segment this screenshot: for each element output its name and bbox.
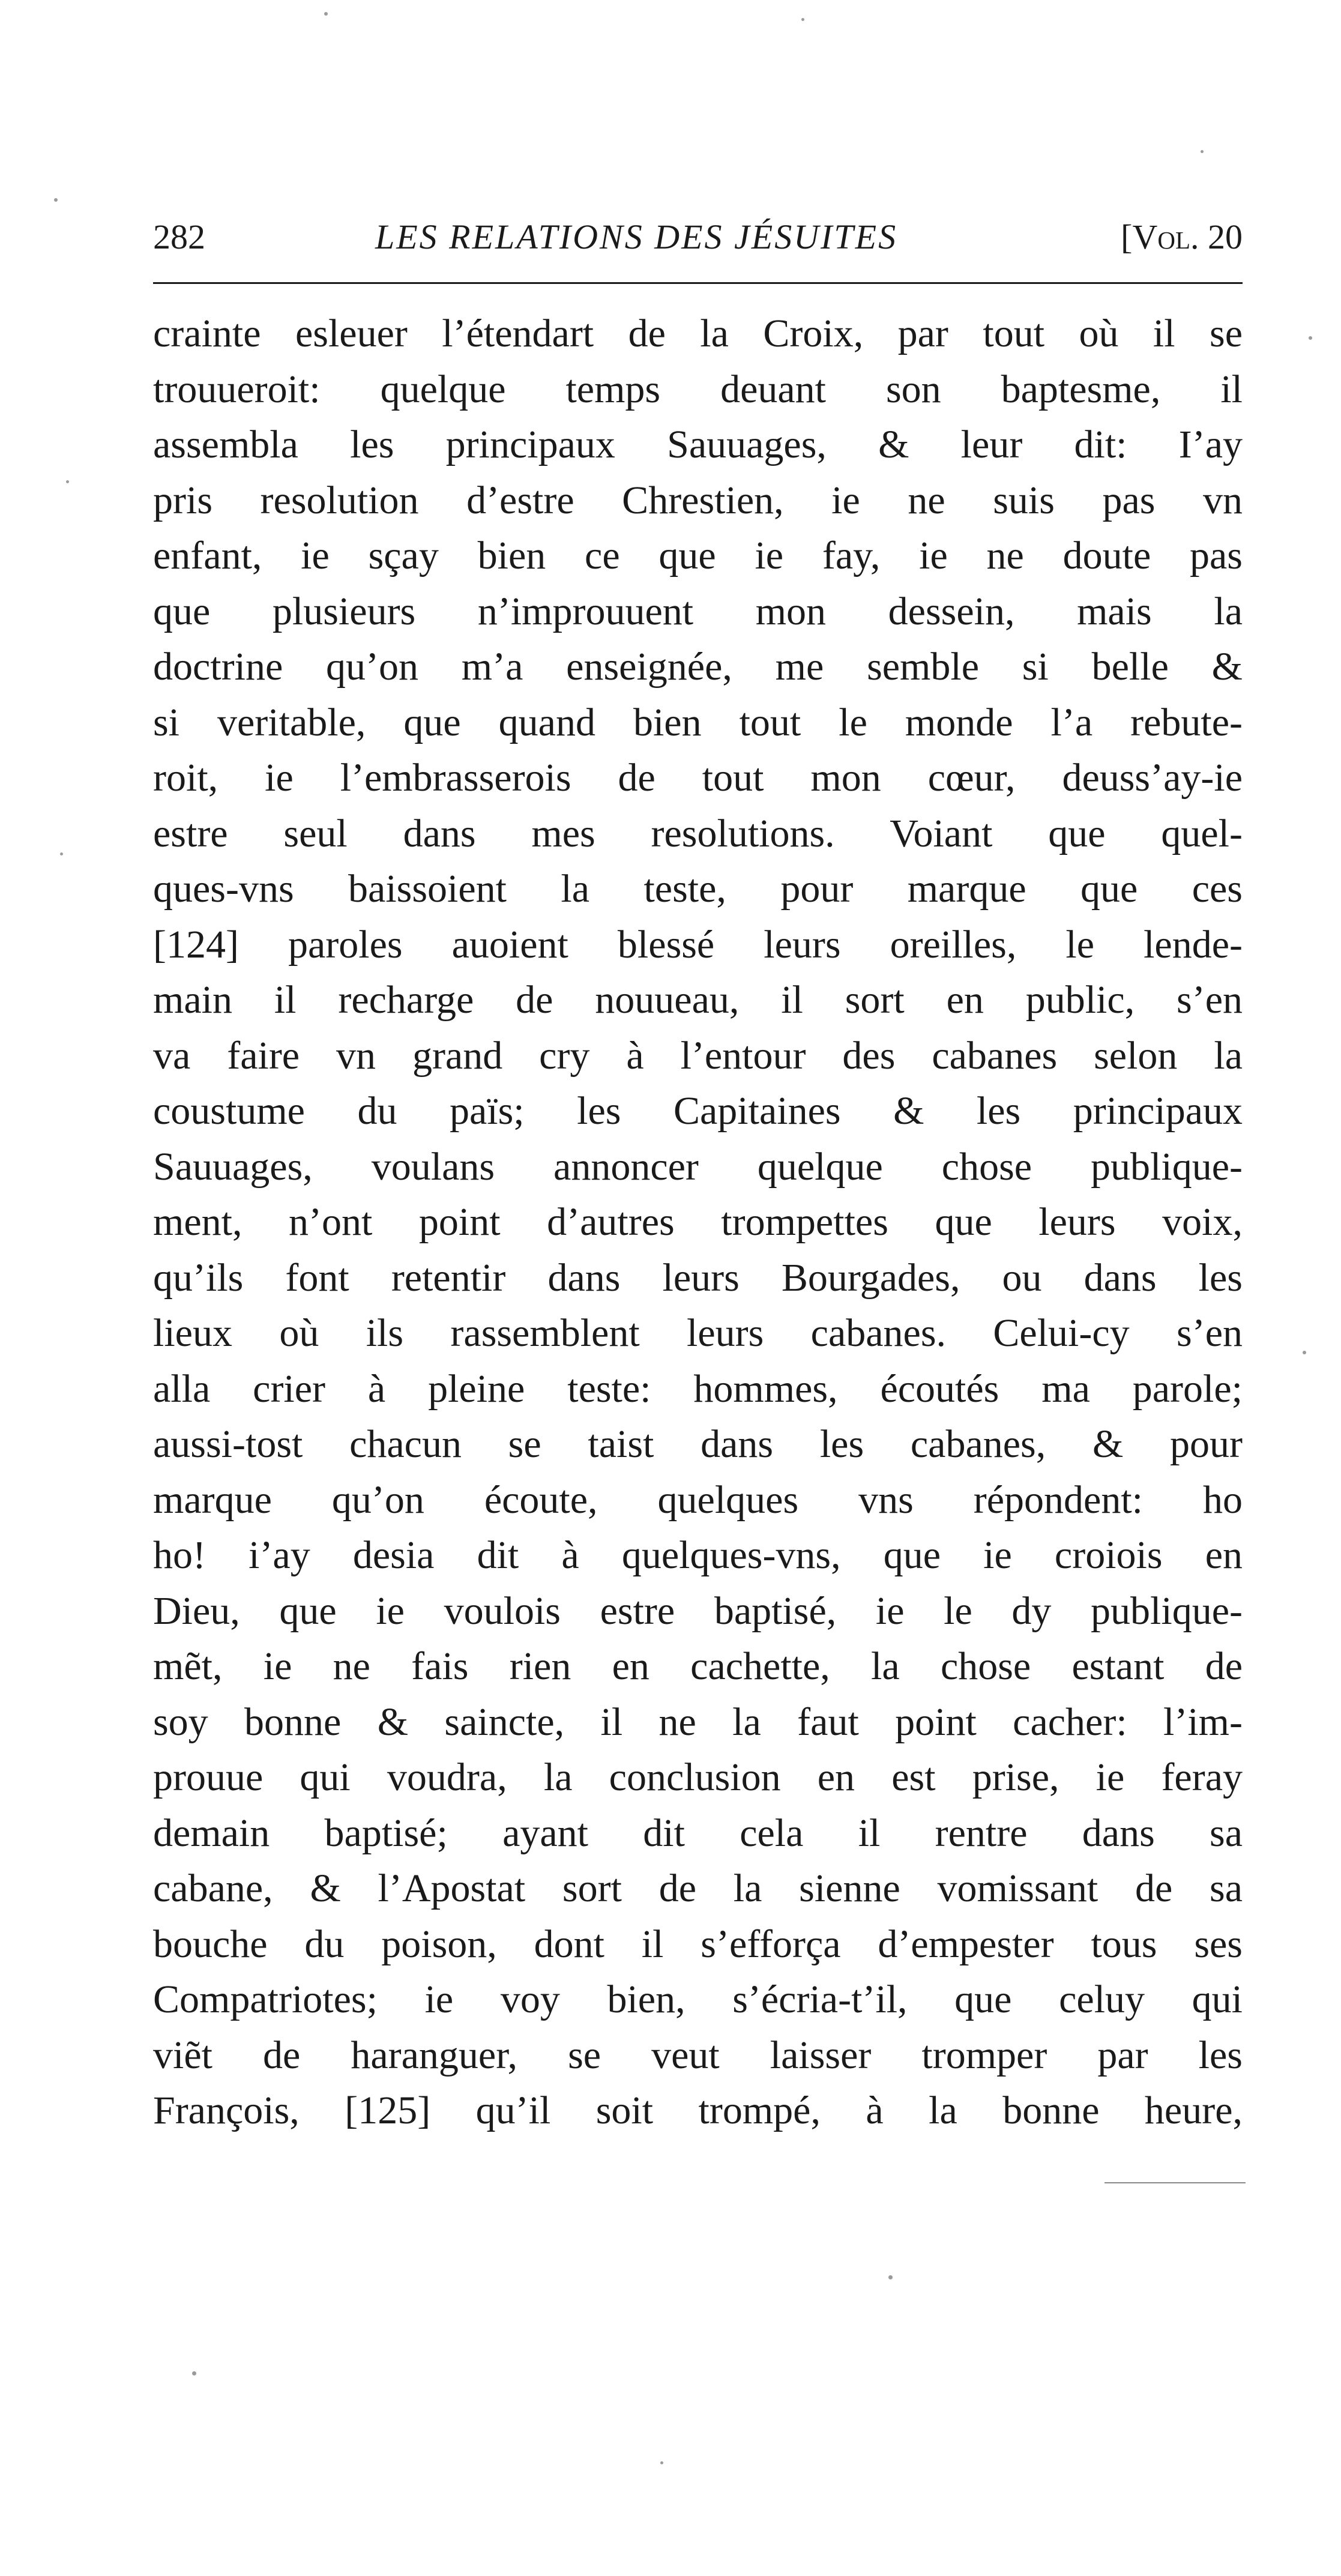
text-line: Compatriotes; ie voy bien, s’écria-t’il, que celuy qui [153,1977,1243,2021]
text-line: François, [125] qu’il soit trompé, à la bonne heure, [153,2089,1243,2132]
running-title: LES RELATIONS DES JÉSUITES [375,217,898,256]
text-line: estre seul dans mes resolutions. Voiant que quel- [153,811,1243,855]
text-line: pris resolution d’estre Chrestien, ie ne suis pas vn [153,478,1243,522]
text-line: qu’ils font retentir dans leurs Bourgades, ou dans les [153,1255,1243,1300]
scan-speck [1303,1351,1306,1354]
text-line: cabane, & l’Apostat sort de la sienne vomissant de sa [153,1866,1243,1910]
text-line: mẽt, ie ne fais rien en cachette, la chose estant de [153,1644,1243,1688]
text-line: crainte esleuer l’étendart de la Croix, par tout où il se [153,312,1243,355]
text-line: viẽt de haranguer, se veut laisser tromper par les [153,2033,1243,2077]
text-line: ques-vns baissoient la teste, pour marque que ces [153,867,1243,911]
text-line: ho! i’ay desia dit à quelques-vns, que ie croiois en [153,1533,1243,1577]
text-line: Sauuages, voulans annoncer quelque chose publique- [153,1144,1243,1189]
text-line: assembla les principaux Sauuages, & leur dit: I’ay [153,423,1243,466]
text-line: prouue qui voudra, la conclusion en est prise, ie feray [153,1755,1243,1799]
scan-speck [888,2275,893,2279]
text-line: lieux où ils rassemblent leurs cabanes. Celui-cy s’en [153,1311,1243,1355]
text-line: que plusieurs n’improuuent mon dessein, mais la [153,589,1243,633]
text-line: ment, n’ont point d’autres trompettes que leurs voix, [153,1200,1243,1244]
scan-speck [324,12,328,16]
header-rule [153,282,1243,284]
scan-speck [192,2371,196,2375]
text-line: aussi-tost chacun se taist dans les cabanes, & pour [153,1422,1243,1466]
scan-speck [66,480,69,483]
body-text [153,306,1243,2139]
text-line: bouche du poison, dont il s’efforça d’empester tous ses [153,1922,1243,1966]
text-line: marque qu’on écoute, quelques vns répondent: ho [153,1477,1243,1522]
page-number: 282 [153,217,205,256]
volume-label: [Vol. 20 [1121,217,1243,256]
text-line: enfant, ie sçay bien ce que ie fay, ie ne doute pas [153,534,1243,578]
scan-speck [60,852,63,855]
text-line: doctrine qu’on m’a enseignée, me semble si belle & [153,645,1243,689]
text-line: main il recharge de nouueau, il sort en public, s’en [153,978,1243,1022]
scan-speck [1201,150,1204,153]
text-line: va faire vn grand cry à l’entour des cabanes selon la [153,1033,1243,1078]
text-line: roit, ie l’embrasserois de tout mon cœur, deuss’ay-ie [153,756,1243,800]
footer-rule [1104,2182,1246,2183]
text-line: Dieu, que ie voulois estre baptisé, ie le dy publique- [153,1588,1243,1633]
text-line: alla crier à pleine teste: hommes, écoutés ma parole; [153,1366,1243,1411]
running-head [153,210,1243,264]
text-line: soy bonne & saincte, il ne la faut point cacher: l’im- [153,1700,1243,1744]
text-line: [124] paroles auoient blessé leurs oreilles, le lende- [153,922,1243,967]
text-line: trouueroit: quelque temps deuant son baptesme, il [153,367,1243,411]
text-line: coustume du païs; les Capitaines & les principaux [153,1089,1243,1133]
scan-speck [660,2461,663,2464]
scan-speck [54,198,58,202]
text-line: si veritable, que quand bien tout le monde l’a rebute- [153,700,1243,744]
scan-speck [1309,336,1312,340]
text-line: demain baptisé; ayant dit cela il rentre dans sa [153,1811,1243,1855]
scan-speck [801,18,804,21]
